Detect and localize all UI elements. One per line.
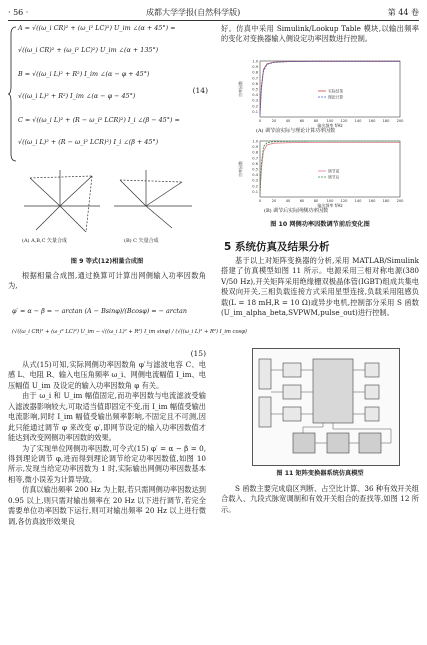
paragraph-eq15-analysis: 从式(15)可知,实际网侧功率因数角 φ′与滤波电容 C、电感 L、电阻 R、输入电压角频率 ω_i、网侧电流幅值 I_im、电压幅值 U_im 及设定的输入功率因数角 φ 有关。 (8, 360, 206, 390)
ytick-label-a-3: 0.7 (252, 76, 258, 81)
ytick-label-a-6: 0.4 (252, 93, 258, 98)
xtick-label-b-4: 80 (313, 199, 319, 203)
ytick-label-a-5: 0.5 (252, 87, 258, 92)
equation-line-2: √((ω_i CR)² + (ω_i² LC)²) U_im ∠(α + 135°) (18, 46, 159, 54)
vector-b (60, 176, 92, 206)
ytick-label-b-5: 0.5 (252, 167, 258, 172)
ytick-label-b-3: 0.7 (252, 156, 258, 161)
ytick-label-b-0: 1.0 (252, 139, 258, 144)
simulink-model-diagram (252, 348, 400, 466)
paragraph-simulation-range: 仿真以输出频率 200 Hz 为上限,若只需网侧功率因数达到 0.95 以上,则只需对输出频率在 20 Hz 以下进行调节,若完全需要单位功率因数下运行,则可对输出频率 20 Hz 以上进行微调,各仿真波形效果良 (8, 485, 206, 526)
ytick-label-a-1: 0.9 (252, 65, 258, 70)
chart-before-adjust (236, 57, 406, 132)
xtick-label-a-9: 180 (382, 119, 390, 123)
paragraph-lookup-table: 好。仿真中采用 Simulink/Lookup Table 模块,以输出频率的变化对变换器输入侧设定功率因数进行控制。 (221, 24, 419, 44)
equation-number: (14) (192, 86, 208, 95)
xtick-label-b-6: 120 (340, 199, 348, 203)
fig10-sub-b: (B) 调节后实际网侧功率因数 (264, 208, 329, 214)
eq15-line-2: (√((ω_i CR)² + (ω_i² LC)²) U_im − √((ω_i L)² + R²) I_im sinφ) / (√((ω_i L)² + R²) I_im cosφ) (12, 329, 247, 335)
xtick-label-a-8: 160 (368, 119, 376, 123)
ytick-label-b-1: 0.9 (252, 145, 258, 150)
figure-9 (16, 166, 200, 252)
xtick-label-a-1: 20 (271, 119, 277, 123)
equation-line-3: B = √((ω_i L)² + R²) I_im ∠(α − φ + 45°) (18, 70, 150, 78)
xlabel-a: 输出频率 f/Hz (317, 123, 343, 128)
page-number: · 56 · (8, 8, 29, 17)
xtick-label-b-9: 180 (382, 199, 390, 203)
ytick-label-a-8: 0.2 (252, 104, 258, 109)
xtick-label-b-5: 100 (326, 199, 334, 203)
fig11-caption: 图 11 矩阵变换器系统仿真模型 (276, 470, 364, 477)
paragraph-s-function: S 函数主要完成扇区判断、占空比计算、36 种有效开关组合载入、九段式脉宽调制和有效开关组合的查找等,如图 12 所示。 (221, 484, 419, 514)
xtick-label-a-3: 60 (299, 119, 305, 123)
xtick-label-b-10: 200 (396, 199, 404, 203)
fig9-sub-b: (B) C 矢量合成 (124, 238, 159, 244)
phasor-diagram (16, 166, 200, 238)
xtick-label-b-7: 140 (354, 199, 362, 203)
ytick-label-b-8: 0.2 (252, 184, 258, 189)
xtick-label-a-5: 100 (326, 119, 334, 123)
s-function-block (293, 433, 315, 453)
vector-d (36, 206, 60, 230)
paragraph-simulation-model: 基于以上对矩阵变换器的分析,采用 MATLAB/Simulink 搭建了仿真模型如图 11 所示。电源采用三相对称电源(380 V/50 Hz),开关矩阵采用绝缘栅双极晶体管(IGBT)组成共集电极双向开关,三相负载连接方式采用星型连接,负载采用阻感负载(L = 18 mH,R = 10 Ω)或异步电机,控制部分采用 S 函数(U_im_alpha_beta,SVPWM,pulse_out)进行控制。 (221, 256, 419, 318)
ytick-label-b-9: 0.1 (252, 189, 258, 194)
paragraph-phase-angle-intro: 根据相量合成图,通过换算可计算出网侧输入功率因数角为, (8, 271, 206, 291)
chart-after-adjust (236, 137, 406, 212)
xtick-label-a-0: 0 (258, 119, 262, 123)
fig10-sub-a: (A) 调节前实际与理论计算功率因数 (256, 128, 336, 134)
xtick-label-a-6: 120 (340, 119, 348, 123)
ytick-label-b-7: 0.3 (252, 178, 258, 183)
equation-line-6: √((ω_i L)² + (R − ω_i² LCR)²) I_i ∠(β + 45°) (18, 138, 159, 146)
xlabel-b: 输出频率 f/Hz (317, 203, 343, 208)
equation-line-1: A = √((ω_i CR)² + (ω_i² LC)²) U_im ∠(α + 45°) = (18, 24, 176, 32)
switch-matrix-block (313, 359, 353, 423)
equation-line-5: C = √((ω_i L)² + (R − ω_i² LCR)²) I_i ∠(β − 45°) = (18, 116, 180, 124)
paragraph-adjust-phi: 由于 ω_i 和 U_im 幅值固定,而功率因数与电流滤波受输入滤波器影响较大,可取适当值即固定不变,而 I_im 幅值受输出电流影响,同时 I_im 幅值受输出频率影响,不固定且不可测,因此只能通过调节 φ 来改变 φ′,即网节设定的输入功率因数值才能达到改变网侧功率因数的效果。 (8, 391, 206, 443)
equation-15 (8, 303, 247, 359)
xtick-label-a-10: 200 (396, 119, 404, 123)
section-5-title: 5 系统仿真及结果分析 (224, 241, 330, 253)
xtick-label-a-7: 140 (354, 119, 362, 123)
vector-a (30, 178, 60, 206)
ytick-label-b-6: 0.4 (252, 173, 258, 178)
equation-brace (8, 26, 18, 162)
xtick-label-b-1: 20 (271, 199, 277, 203)
eq15-number: (15) (190, 349, 206, 358)
xtick-label-a-4: 80 (313, 119, 319, 123)
xtick-label-b-2: 40 (285, 199, 291, 203)
ylabel-b: 功率因数 (238, 161, 243, 177)
legend-label-a-1: 理论计算 (328, 94, 344, 100)
xtick-label-a-2: 40 (285, 119, 291, 123)
fig10-caption: 图 10 网侧功率因数调节前后变化图 (270, 221, 370, 228)
equation-line-4: √((ω_i L)² + R²) I_im ∠(α − φ − 45°) (18, 92, 136, 100)
equation-14 (8, 24, 208, 162)
ytick-label-a-7: 0.3 (252, 98, 258, 103)
xtick-label-b-3: 60 (299, 199, 305, 203)
simulink-blocks (253, 349, 399, 465)
paragraph-unity-power-factor: 为了实现单位网侧功率因数,可令式(15) φ′ = α − β = 0,得到理论调节 φ,进而得到理论调节给定功率因数值,如图 10 所示,发现当给定功率因数为 1 时,实际输出网侧功率因数基本相等,微小误差为计算导致。 (8, 443, 206, 484)
volume-label: 第 44 卷 (387, 8, 419, 17)
source-block (259, 359, 271, 389)
ytick-label-a-9: 0.1 (252, 109, 258, 114)
xtick-label-b-0: 0 (258, 199, 262, 203)
ytick-label-b-4: 0.6 (252, 161, 258, 166)
fig9-sub-a: (A) A,B,C 矢量合成 (22, 238, 67, 244)
legend-label-b-0: 调节前 (328, 168, 340, 174)
journal-name: 成都大学学报(自然科学版) (146, 8, 241, 17)
eq15-line-1: φ′ = α − β = − arctan (A − Bsinφ)/(Bcosφ) = − arctan (12, 307, 187, 315)
legend-label-b-1: 调节后 (328, 174, 340, 180)
page-header (8, 6, 419, 21)
ytick-label-a-2: 0.8 (252, 70, 258, 75)
ytick-label-a-4: 0.6 (252, 81, 258, 86)
xtick-label-b-8: 160 (368, 199, 376, 203)
ylabel-a: 功率因数 (238, 81, 243, 97)
vector-c (60, 206, 86, 232)
legend-label-a-0: 实际结果 (328, 88, 344, 94)
ytick-label-a-0: 1.0 (252, 59, 258, 64)
fig9-caption: 图 9 等式(12)相量合成图 (70, 258, 144, 265)
figure-10 (236, 57, 406, 215)
ytick-label-b-2: 0.8 (252, 150, 258, 155)
